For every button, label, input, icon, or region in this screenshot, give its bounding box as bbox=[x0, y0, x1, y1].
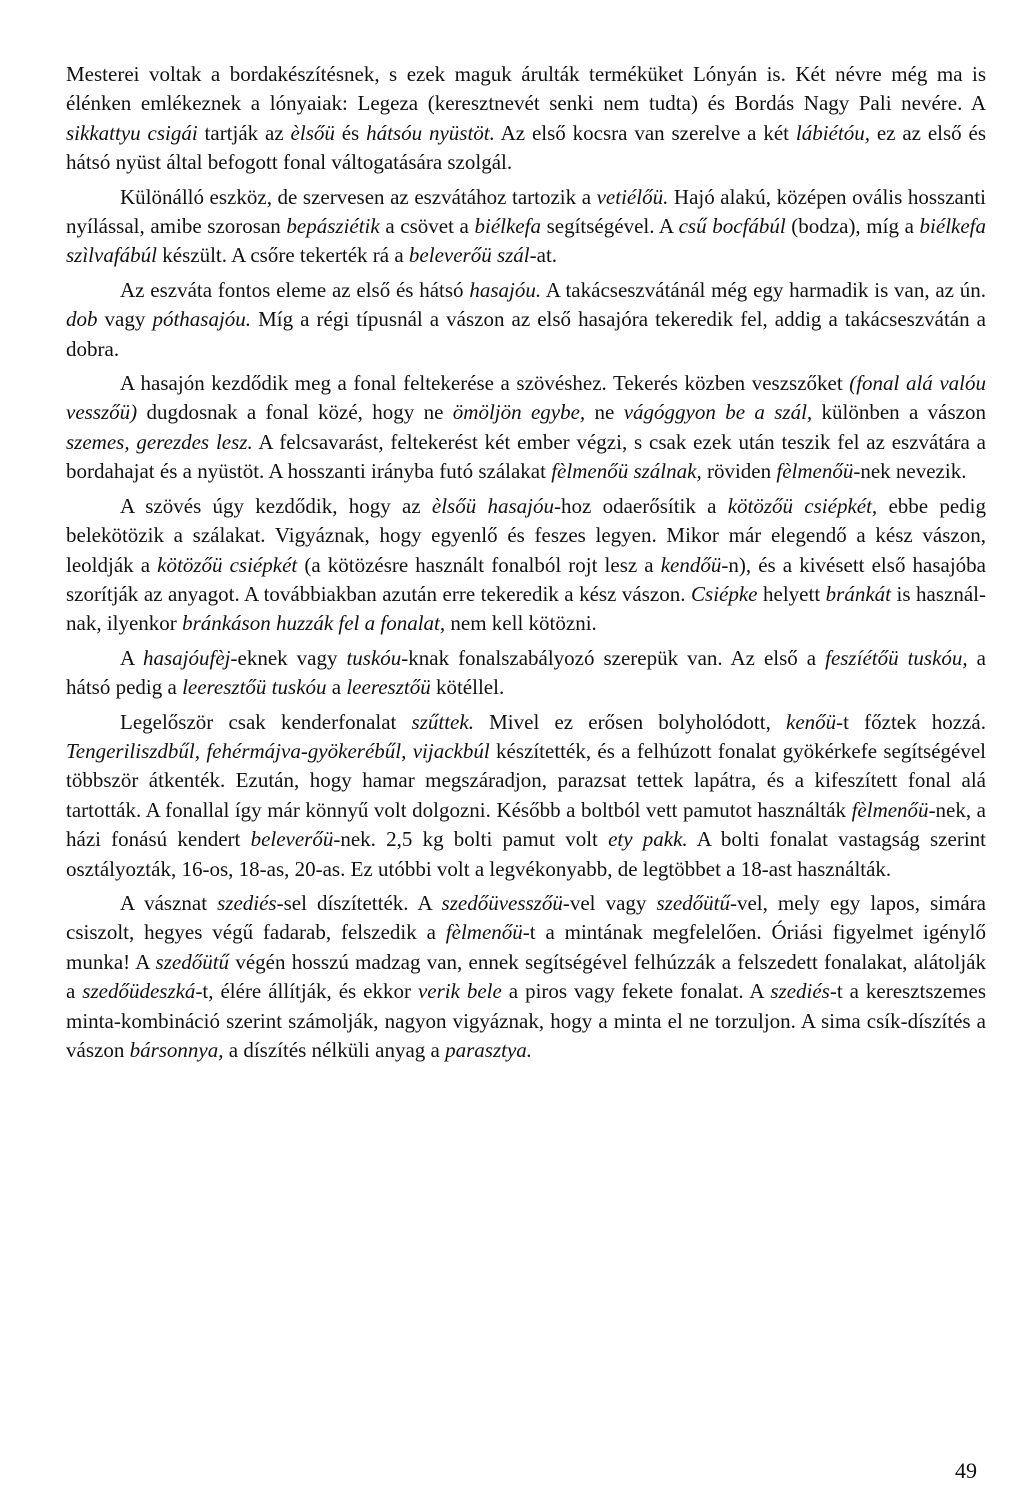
italic-term: póthasajóu. bbox=[152, 307, 252, 332]
italic-term: fèlmenőü bbox=[851, 797, 929, 822]
italic-term: feszíétőü tuskóu, bbox=[825, 645, 968, 670]
text-run: A felcsavarást, feltekerést két ember végzi, s csak ezek után teszik fel az eszvátára a bordahajat és a nyüstöt. A hosszanti irányba futó szálakat bbox=[66, 429, 986, 484]
text-run: -eknek vagy bbox=[230, 645, 347, 670]
text-run: is használnak, ilyenkor bbox=[66, 581, 986, 636]
italic-term: szedőüdeszká bbox=[82, 979, 196, 1004]
text-run: készült. A csőre tekerték rá a bbox=[157, 243, 409, 268]
italic-term: tuskóu bbox=[346, 645, 402, 670]
paragraph bbox=[66, 276, 986, 364]
text-run: A vásznat bbox=[120, 890, 218, 915]
text-run: -nek. 2,5 kg bolti pamut volt bbox=[333, 827, 609, 852]
italic-term: hasajóu. bbox=[469, 277, 542, 302]
italic-term: ety pakk. bbox=[608, 827, 688, 852]
italic-term: fèlmenőü szálnak, bbox=[551, 459, 702, 484]
italic-term: szediés bbox=[217, 890, 277, 915]
italic-term: leeresztőü tuskóu bbox=[182, 675, 327, 700]
text-run: -vel vagy bbox=[562, 890, 657, 915]
text-run: (bodza), míg a bbox=[785, 214, 920, 239]
italic-term: szediés bbox=[770, 979, 830, 1004]
text-run: a bbox=[326, 675, 347, 700]
italic-term: szemes, gerezdes lesz. bbox=[66, 429, 253, 454]
italic-term: fèlmenőü bbox=[445, 920, 523, 945]
text-run: -t a keresztszemes minta-kombináció szerint számolják, nagyon vigyáznak, hogy a minta el ne torzuljon. A sima csík-díszítés a vászon bbox=[66, 979, 986, 1062]
text-run: és bbox=[334, 120, 367, 145]
text-run: -nek nevezik. bbox=[853, 459, 967, 484]
text-run: A hasajón kezdődik meg a fonal feltekerése a szövéshez. Tekerés közben veszszőket bbox=[120, 371, 850, 396]
italic-term: beleverőü bbox=[250, 827, 334, 852]
text-run: a csövet a bbox=[379, 214, 475, 239]
text-run: nem kell kötözni. bbox=[445, 611, 597, 636]
italic-term: szűttek. bbox=[411, 709, 474, 734]
italic-term: bársonnya, bbox=[129, 1038, 224, 1062]
text-run: (a kötözésre használt fonalból rojt lesz a bbox=[297, 552, 661, 577]
italic-term: biélkefa bbox=[474, 214, 541, 239]
italic-term: sikkattyu csigái bbox=[66, 120, 198, 145]
italic-term: parasztya. bbox=[445, 1038, 533, 1062]
text-run: -knak fonalszabályozó szerepük van. Az első a bbox=[401, 645, 826, 670]
italic-term: èlsőü bbox=[290, 120, 335, 145]
italic-term: ömöljön egybe, bbox=[452, 400, 586, 425]
text-run: helyett bbox=[757, 581, 826, 606]
italic-term: Csiépke bbox=[691, 581, 758, 606]
text-run: kötéllel. bbox=[430, 675, 505, 700]
italic-term: kendőü bbox=[660, 552, 722, 577]
italic-term: verik bele bbox=[417, 979, 502, 1004]
text-run: dugdosnak a fonal közé, hogy ne bbox=[137, 400, 453, 425]
text-run: Míg a régi típusnál a vászon az első hasajóra tekeredik fel, addig a takácseszvátán a dobra. bbox=[66, 307, 986, 361]
body-text bbox=[66, 60, 986, 1070]
text-run: a piros vagy fekete fonalat. A bbox=[501, 979, 771, 1004]
text-run: röviden bbox=[701, 459, 777, 484]
paragraph bbox=[66, 60, 986, 178]
italic-term: kenőü bbox=[786, 709, 837, 734]
text-run: Mivel ez erősen bolyholódott, bbox=[473, 709, 786, 734]
text-run: vagy bbox=[97, 307, 153, 332]
italic-term: èlsőü hasajóu bbox=[431, 493, 554, 518]
italic-term: bepásziétik bbox=[286, 214, 380, 239]
italic-term: kötözőü csiépkét bbox=[157, 552, 298, 577]
italic-term: fèlmenőü bbox=[776, 459, 854, 484]
paragraph bbox=[66, 644, 986, 703]
text-run: a hátsó pedig a bbox=[66, 645, 986, 700]
italic-term: vágóggyon be a szál, bbox=[623, 400, 813, 425]
text-run: A bolti fonalat vastagság szerint osztályozták, 16-os, 18-as, 20-as. Ez utóbbi volt a legvékonyabb, de legtöbbet a 18-ast használták. bbox=[66, 827, 986, 881]
italic-term: (fonal alá valóu vesszőü) bbox=[66, 371, 986, 425]
text-run: -at. bbox=[529, 243, 558, 268]
italic-term: kötözőü csiépkét, bbox=[727, 493, 878, 518]
text-run: -t főztek hozzá. bbox=[836, 709, 986, 734]
text-run: Legelőször csak kenderfonalat bbox=[120, 709, 412, 734]
paragraph bbox=[66, 492, 986, 639]
text-run: -hoz odaerősítik a bbox=[554, 493, 728, 518]
text-run: ne bbox=[585, 400, 624, 425]
text-run: Mesterei voltak a bordakészítésnek, s ezek maguk árulták terméküket Lónyán is. Két névre még ma is élénken emlékeznek a lónyaiak: Legeza (keresztnevét senki nem tudta) és Bordás Nagy Pali nevére. A bbox=[66, 62, 986, 116]
text-run: Különálló eszköz, de szervesen az eszvátához tartozik a bbox=[120, 184, 597, 209]
text-run: Hajó alakú, középen ovális hosszanti nyílással, amibe szorosan bbox=[66, 184, 987, 239]
text-run: Az eszváta fontos eleme az első és hátsó bbox=[120, 277, 470, 302]
text-run: ebbe pedig belekötözik a szálakat. Vigyáznak, hogy egyenlő és feszes legyen. Mikor már elegendő a kész vászon, leoldják a bbox=[66, 493, 986, 577]
italic-term: hátsóu nyüstöt. bbox=[366, 120, 495, 145]
italic-term: szedőütű bbox=[155, 949, 230, 974]
text-run: a díszítés nélküli anyag a bbox=[223, 1038, 446, 1062]
text-run: különben a vászon bbox=[812, 400, 986, 425]
italic-term: hasajóufèj bbox=[143, 645, 231, 670]
text-run: készítették, és a felhúzott fonalat gyökérkefe segítségével többször átkenték. Ezután, hogy hamar megszáradjon, parazsat tettek lapátra, és a kifeszített fonal alá tartották. A fonallal így már könnyű volt dolgozni. Később a boltból vett pamutot használták bbox=[66, 738, 986, 822]
text-run: -sel díszítették. A bbox=[276, 890, 442, 915]
text-run: -t a mintának megfelelően. Óriási figyelmet igénylő munka! A bbox=[66, 920, 986, 974]
text-run: végén hosszú madzag van, ennek segítségével felhúzzák a felszedett fonalakat, alátolják a bbox=[66, 949, 987, 1004]
italic-term: leeresztőü bbox=[346, 675, 431, 700]
italic-term: vetiélőü. bbox=[596, 184, 669, 209]
paragraph bbox=[66, 369, 986, 487]
text-run: -vel, mely egy lapos, simára csiszolt, hegyes végű fadarab, felszedik a bbox=[66, 890, 986, 945]
text-run: -n), és a kivésett első hasajóba szorítják az anyagot. A továbbiakban azután erre tekeredik a kész vászon. bbox=[66, 552, 987, 606]
page-number: 49 bbox=[955, 1458, 977, 1483]
paragraph bbox=[66, 183, 986, 271]
italic-term: beleverőü szál bbox=[408, 243, 530, 268]
paragraph bbox=[66, 708, 986, 884]
italic-term: Tengeriliszdbűl, fehérmájva-gyökerébűl, vijackbúl bbox=[66, 738, 490, 763]
text-run: segítségével. A bbox=[540, 214, 679, 239]
text-run: A bbox=[120, 645, 143, 670]
text-run: tartják az bbox=[197, 120, 291, 145]
italic-term: csű bocfábúl bbox=[678, 214, 786, 239]
text-run: A szövés úgy kezdődik, hogy az bbox=[120, 493, 432, 518]
italic-term: bránkáson huzzák fel a fonalat, bbox=[182, 611, 446, 636]
italic-term: dob bbox=[66, 307, 98, 332]
italic-term: bránkát bbox=[825, 581, 891, 606]
text-run: Az első kocsra van szerelve a két bbox=[494, 120, 796, 145]
text-run: -nek, a házi fonású kendert bbox=[66, 797, 986, 852]
paragraph bbox=[66, 889, 986, 1065]
text-run: ez az első és hátsó nyüst által befogott fonal váltogatására szolgál. bbox=[66, 120, 987, 175]
italic-term: biélkefa szìlvafábúl bbox=[66, 214, 987, 268]
italic-term: szedőüvesszőü bbox=[441, 890, 563, 915]
text-run: -t, élére állítják, és ekkor bbox=[195, 979, 418, 1004]
text-run: A takácseszvátánál még egy harmadik is van, az ún. bbox=[541, 277, 986, 302]
italic-term: lábiétóu, bbox=[795, 120, 870, 145]
italic-term: szedőütű bbox=[656, 890, 730, 915]
